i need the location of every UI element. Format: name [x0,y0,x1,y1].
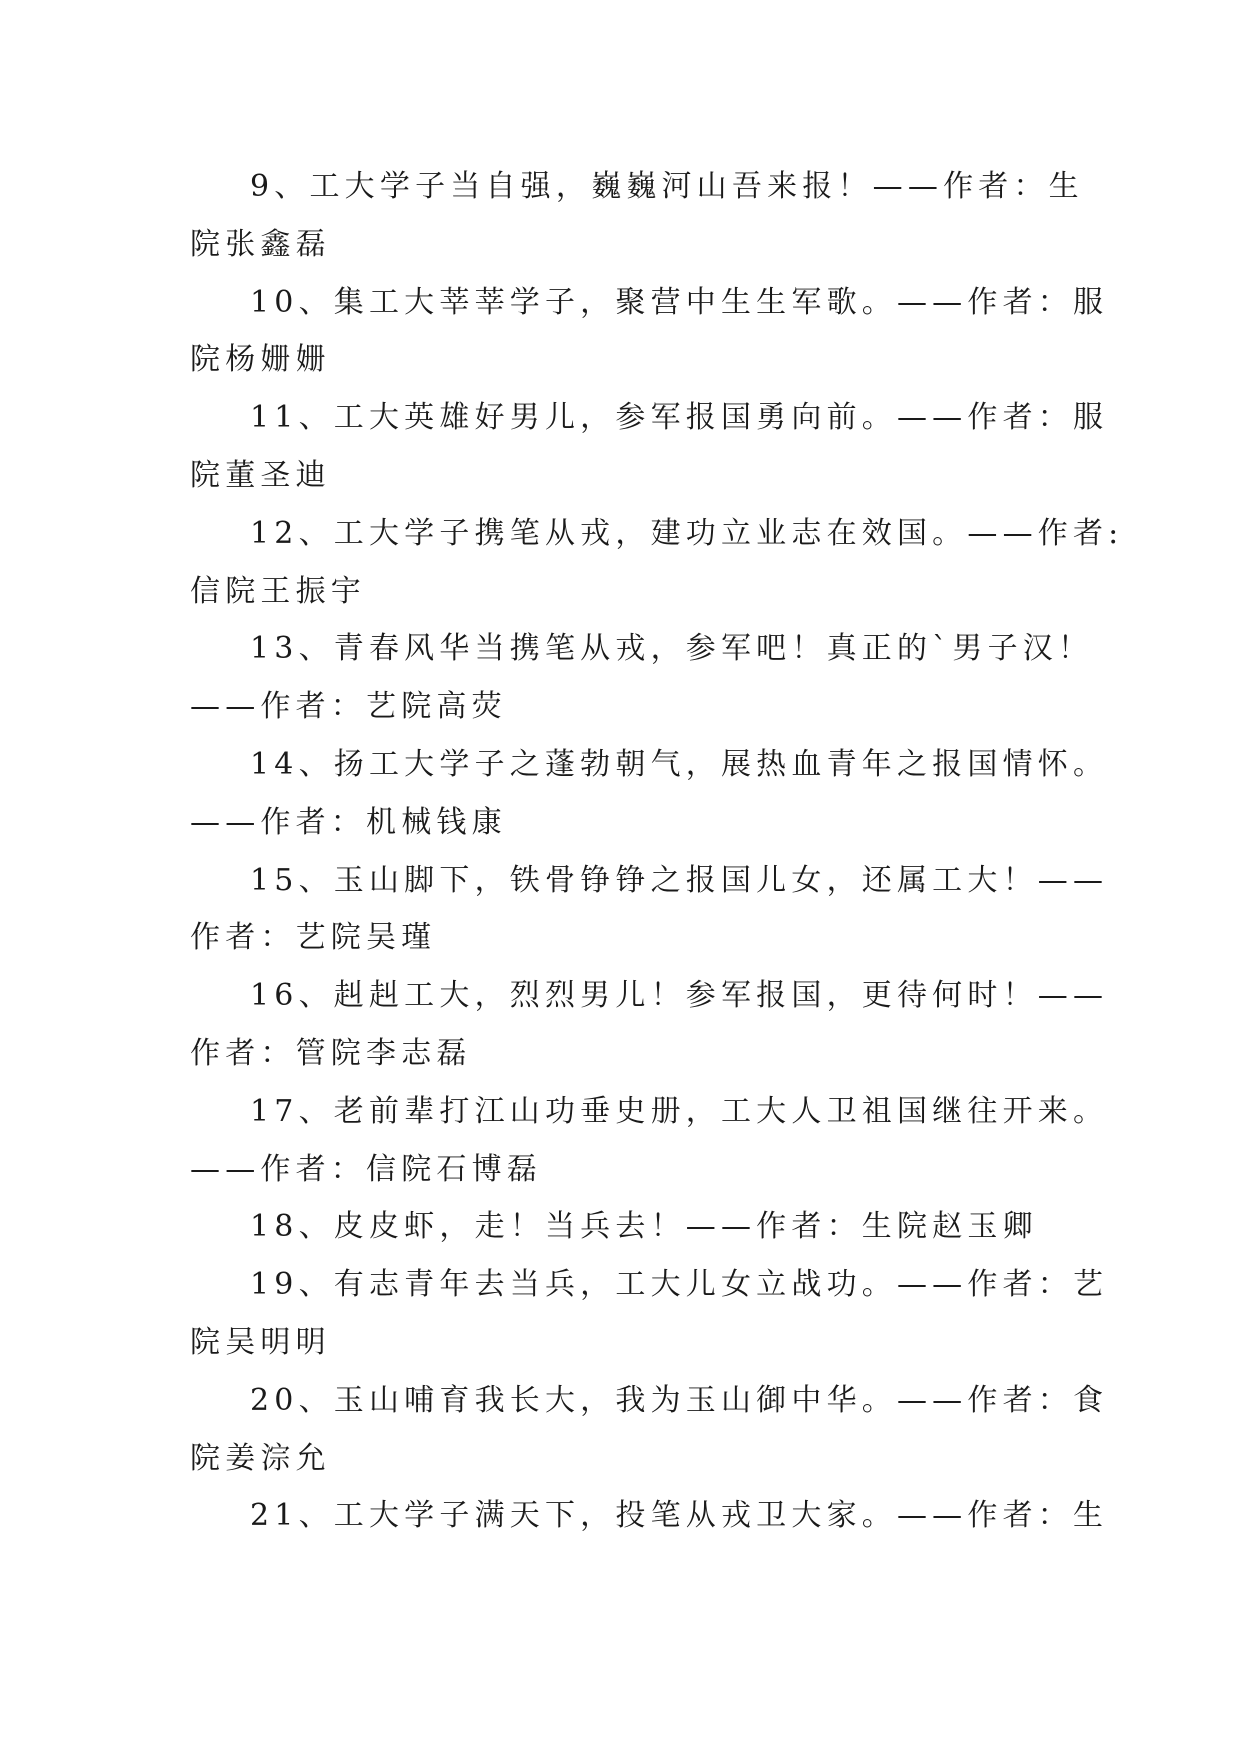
text-line: 12、工大学子携笔从戎，建功立业志在效国。——作者: [250,515,1124,551]
text-line: 作者：艺院吴瑾 [190,920,437,956]
text-line: ——作者：信院石博磊 [190,1151,542,1187]
text-line: 17、老前辈打江山功垂史册，工大人卫祖国继往开来。 [250,1093,1109,1129]
text-line: 18、皮皮虾，走！当兵去！——作者：生院赵玉卿 [250,1209,1038,1245]
text-line: 16、赳赳工大，烈烈男儿！参军报国，更待何时！—— [250,978,1109,1014]
text-line: 14、扬工大学子之蓬勃朝气，展热血青年之报国情怀。 [250,746,1109,782]
text-line: 院姜淙允 [190,1440,331,1476]
text-line: 信院王振宇 [190,573,366,609]
text-line: 20、玉山哺育我长大，我为玉山御中华。——作者：食 [250,1382,1109,1418]
text-line: ——作者：机械钱康 [190,804,507,840]
text-line: 院张鑫磊 [190,226,331,262]
text-line: 院杨姗姗 [190,342,331,378]
text-line: 院董圣迪 [190,457,331,493]
text-line: 13、青春风华当携笔从戎，参军吧！真正的`男子汉！ [250,631,1094,667]
text-line: 11、工大英雄好男儿，参军报国勇向前。——作者：服 [250,400,1109,436]
text-line: 10、集工大莘莘学子，聚营中生生军歌。——作者：服 [250,284,1109,320]
text-line: 21、工大学子满天下，投笔从戎卫大家。——作者：生 [250,1498,1109,1534]
text-line: 院吴明明 [190,1324,331,1360]
document-page [190,158,1124,1545]
text-line: ——作者：艺院高荧 [190,689,507,725]
text-line: 作者：管院李志磊 [190,1035,472,1071]
text-line: 9、工大学子当自强，巍巍河山吾来报！——作者：生 [250,169,1084,204]
text-line: 15、玉山脚下，铁骨铮铮之报国儿女，还属工大！—— [250,862,1109,898]
text-line: 19、有志青年去当兵，工大儿女立战功。——作者：艺 [250,1267,1109,1303]
